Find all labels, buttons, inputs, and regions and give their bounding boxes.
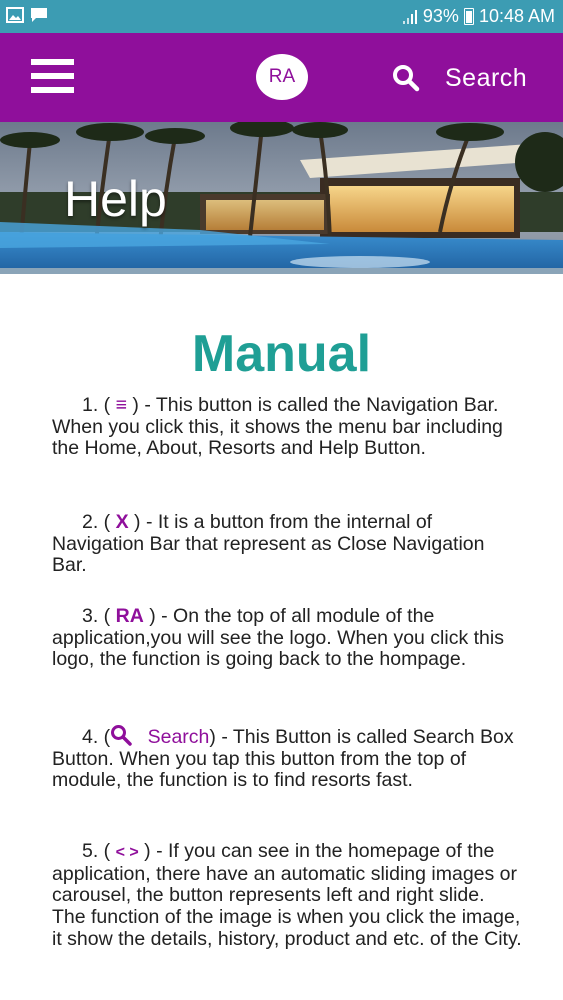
item-close-paren: ) — [144, 840, 151, 862]
help-content — [0, 274, 563, 1000]
search-icon — [392, 64, 420, 92]
search-icon — [110, 724, 132, 746]
manual-item-search — [52, 724, 522, 792]
item-number: 1. ( — [82, 394, 111, 416]
item-number: 3. ( — [82, 605, 111, 627]
status-bar — [0, 0, 563, 33]
manual-item-navigation — [52, 395, 522, 460]
message-notification-icon — [30, 7, 48, 23]
item-number: 4. ( — [82, 726, 111, 748]
logo-symbol: RA — [115, 605, 144, 627]
hamburger-icon-bar — [31, 59, 74, 65]
item-text: - It is a button from the internal of Navigation Bar that represent as Close Navigation Bar. — [52, 511, 485, 577]
signal-icon — [402, 9, 418, 25]
hamburger-icon-bar — [31, 87, 74, 93]
search-label: Search — [445, 63, 528, 92]
item-text: - On the top of all module of the application,you will see the logo. When you click this logo, the function is going back to the hompage. — [52, 605, 504, 671]
carousel-arrows-icon: < > — [115, 844, 139, 861]
battery-icon — [464, 8, 474, 25]
hamburger-icon-bar — [31, 73, 74, 79]
notification-icons — [6, 7, 48, 23]
app-bar — [0, 33, 563, 122]
item-number: 2. ( — [82, 511, 111, 533]
close-icon: X — [115, 511, 129, 533]
manual-heading: Manual — [191, 325, 372, 383]
manual-item-close — [52, 512, 522, 577]
item-close-paren: ) — [132, 394, 139, 416]
hamburger-icon: ≡ — [115, 394, 127, 416]
battery-percentage: 93% — [422, 6, 459, 26]
item-text: - If you can see in the homepage of the application, there have an automatic sliding images or carousel, the button represents left and right slide. The function of the image is when you click the image, it show the details, history, product and etc. of the City. — [52, 840, 522, 950]
image-notification-icon — [6, 7, 24, 23]
item-text: - This button is called the Navigation Bar. When you click this, it shows the menu bar including the Home, About, Resorts and Help Button. — [52, 394, 503, 460]
page-title: Help — [64, 171, 167, 227]
clock: 10:48 AM — [478, 6, 555, 26]
manual-item-logo — [52, 606, 522, 671]
hero-banner — [0, 122, 563, 274]
item-close-paren: ) — [149, 605, 156, 627]
item-text: - This Button is called Search Box Button. When you tap this button from the top of module, the function is to find resorts fast. — [52, 726, 514, 792]
item-close-paren: ) — [134, 511, 141, 533]
ra-logo-button[interactable]: RA — [256, 54, 308, 100]
search-symbol-label: Search — [147, 726, 210, 748]
item-number: 5. ( — [82, 840, 111, 862]
navigation-menu-button[interactable] — [31, 57, 74, 97]
search-button[interactable] — [392, 62, 527, 94]
item-close-paren: ) — [209, 726, 216, 748]
system-status — [402, 6, 555, 27]
manual-item-carousel — [52, 841, 522, 951]
